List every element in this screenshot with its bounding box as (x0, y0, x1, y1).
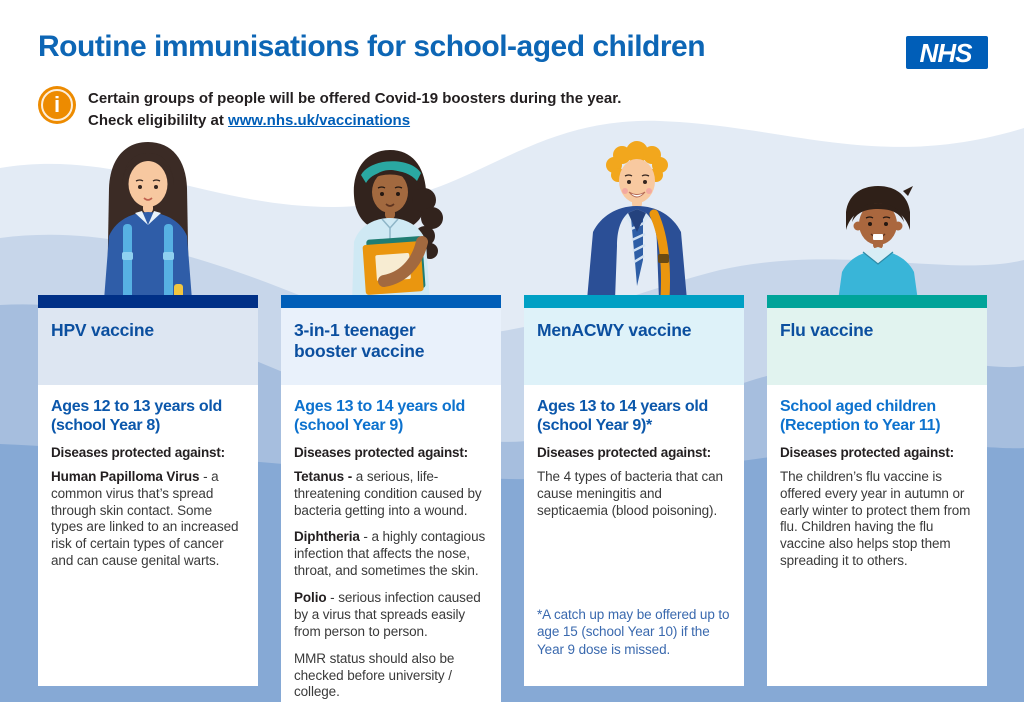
notice-line1: Certain groups of people will be offered Covid-19 boosters during the year. (88, 90, 622, 107)
card-paragraph (294, 651, 489, 702)
card-paragraph (537, 469, 732, 520)
paragraph-text: a serious, life-threatening condition caused by bacteria getting into a wound. (294, 468, 482, 518)
card-header (38, 308, 258, 385)
nhs-logo-text: NHS (919, 37, 972, 68)
card-accent-bar (767, 295, 987, 308)
card-accent-bar (38, 295, 258, 308)
card-title: 3-in-1 teenager booster vaccine (294, 320, 425, 361)
card-ages: Ages 12 to 13 years old (school Year 8) (51, 398, 222, 434)
card-menacwy-vaccine (524, 295, 744, 686)
card-paragraph (51, 469, 246, 570)
card-header (767, 308, 987, 385)
paragraph-text: The 4 types of bacteria that can cause meningitis and septicaemia (blood poisoning). (537, 468, 723, 518)
card-paragraph (294, 529, 489, 580)
card-body (38, 385, 258, 686)
nhs-logo (906, 36, 988, 69)
card-header (524, 308, 744, 385)
card-body (767, 385, 987, 686)
page-title: Routine immunisations for school-aged children (38, 30, 706, 63)
illustration-girl-backpack (73, 138, 223, 300)
notice-text (88, 86, 621, 132)
illustration-boy-sweater (808, 184, 948, 301)
card-ages: Ages 13 to 14 years old (school Year 9)* (537, 398, 708, 434)
card-title: Flu vaccine (780, 320, 874, 340)
card-ages: School aged children (Reception to Year 11) (780, 398, 941, 434)
diseases-label: Diseases protected against: (537, 444, 711, 460)
notice-line2-prefix: Check eligibililty at (88, 111, 229, 129)
vaccinations-link[interactable]: www.nhs.uk/vaccinations (228, 111, 411, 129)
paragraph-lead: Tetanus - (294, 468, 353, 484)
paragraph-text: The children’s flu vaccine is offered every year in autumn or early winter to protect them from flu. Children having the flu vaccine also helps stop them spreading it to others. (780, 468, 971, 569)
card-body (524, 385, 744, 686)
catch-up-footnote: *A catch up may be offered up to age 15 (school Year 10) if the Year 9 dose is missed. (537, 606, 730, 657)
card-header (281, 308, 501, 385)
diseases-label: Diseases protected against: (780, 444, 954, 460)
card-body (281, 385, 501, 702)
paragraph-lead: Diphtheria (294, 529, 360, 545)
paragraph-lead: Human Papilloma Virus (51, 468, 200, 484)
illustration-boy-blazer (557, 136, 717, 300)
card-accent-bar (281, 295, 501, 308)
card-title: MenACWY vaccine (537, 320, 692, 340)
diseases-label: Diseases protected against: (51, 444, 225, 460)
paragraph-text: MMR status should also be checked before university / college. (294, 650, 455, 700)
card-hpv-vaccine (38, 295, 258, 686)
card-title: HPV vaccine (51, 320, 154, 340)
card-accent-bar (524, 295, 744, 308)
card-flu-vaccine (767, 295, 987, 686)
card-ages: Ages 13 to 14 years old (school Year 9) (294, 398, 465, 434)
card-paragraph (780, 469, 975, 570)
info-icon (38, 86, 76, 124)
paragraph-text: - a common virus that’s spread through skin contact. Some types are linked to an increased risk of certain types of cancer and can cause genital warts. (51, 468, 239, 569)
diseases-label: Diseases protected against: (294, 444, 468, 460)
paragraph-text: - a highly contagious infection that affects the nose, throat, and sometimes the skin. (294, 529, 486, 579)
card-3in1-booster-vaccine (281, 295, 501, 700)
paragraph-text: - serious infection caused by a virus that spreads easily from person to person. (294, 590, 481, 639)
illustration-girl-books (312, 146, 472, 303)
card-paragraph (294, 469, 489, 520)
paragraph-lead: Polio (294, 590, 327, 605)
info-icon-glyph: i (53, 92, 61, 117)
covid-booster-notice (38, 86, 621, 132)
card-paragraph (294, 590, 489, 641)
